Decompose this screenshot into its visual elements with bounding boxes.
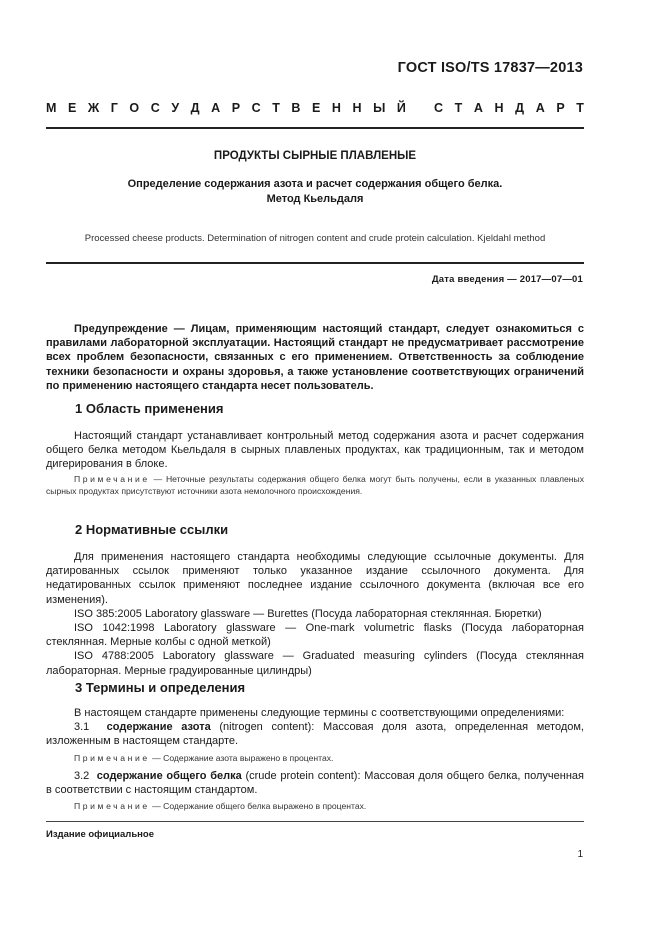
banner-letter: С xyxy=(251,101,261,115)
banner-letter: А xyxy=(473,101,483,115)
banner-letter: Д xyxy=(515,101,525,115)
title-rule xyxy=(46,262,584,264)
term-3-2: 3.2 содержание общего белка (crude protein content): Массовая доля общего белка, полученная в соответствии с настоящим стандартом. xyxy=(46,770,584,797)
note-label: Примечание xyxy=(74,474,150,484)
standard-title: ПРОДУКТЫ СЫРНЫЕ ПЛАВЛЕНЫЕ xyxy=(213,150,417,162)
banner-letter: Й xyxy=(396,101,406,115)
reference-item: ISO 385:2005 Laboratory glassware — Burettes (Посуда лабораторная стеклянная. Бюретки) xyxy=(74,607,542,620)
section-3-text: В настоящем стандарте применены следующие термины с соответствующими определениями: 3.1 содержание азота (nitrogen content): Массовая доля азота, определенная методом, изложенным в настоящем стандарте. xyxy=(46,707,584,748)
page-number: 1 xyxy=(577,849,583,860)
introduction-date: Дата введения — 2017—07—01 xyxy=(431,274,583,285)
banner-letter: Ы xyxy=(373,101,386,115)
banner-letter: Н xyxy=(331,101,341,115)
banner-letter: Н xyxy=(494,101,504,115)
banner-letter: Е xyxy=(312,101,321,115)
english-title: Processed cheese products. Determination of nitrogen content and crude protein calculation. Kjeldahl method xyxy=(84,233,546,244)
section-2-heading: 2 Нормативные ссылки xyxy=(75,522,229,537)
section-1-note xyxy=(46,473,584,497)
interstate-standard-banner xyxy=(46,101,584,115)
banner-letter: Р xyxy=(556,101,565,115)
section-3-heading: 3 Термины и определения xyxy=(75,680,246,695)
banner-letter: Т xyxy=(272,101,280,115)
banner-letter: Ж xyxy=(87,101,100,115)
official-edition-label: Издание официальное xyxy=(46,829,154,840)
banner-letter: С xyxy=(434,101,444,115)
term-3-1: 3.1 содержание азота (nitrogen content): Массовая доля азота, определенная методом, изложенным в настоящем стандарте. xyxy=(46,721,584,748)
document-code: ГОСТ ISO/TS 17837—2013 xyxy=(397,60,583,76)
banner-word-interstate xyxy=(46,101,406,115)
banner-letter: Т xyxy=(576,101,584,115)
banner-letter: Е xyxy=(67,101,77,115)
banner-letter: Р xyxy=(231,101,241,115)
banner-letter: Г xyxy=(110,101,118,115)
banner-letter: Д xyxy=(190,101,200,115)
standard-subtitle-line2: Метод Кьельдаля xyxy=(266,193,364,205)
banner-letter: В xyxy=(291,101,301,115)
banner-letter: Н xyxy=(352,101,362,115)
banner-letter: О xyxy=(129,101,140,115)
standard-subtitle-line1: Определение содержания азота и расчет содержания общего белка. xyxy=(127,178,503,190)
reference-item: ISO 1042:1998 Laboratory glassware — One-mark volumetric flasks (Посуда лабораторная стеклянная. Мерные колбы с одной меткой) xyxy=(46,622,584,649)
term-3-1-note: Примечание — Содержание азота выражено в процентах. xyxy=(74,753,334,763)
banner-letter: А xyxy=(535,101,545,115)
banner-letter: А xyxy=(211,101,221,115)
banner-word-standard xyxy=(434,101,584,115)
footer-rule xyxy=(46,821,584,822)
banner-letter: Т xyxy=(454,101,463,115)
banner-letter: С xyxy=(150,101,160,115)
safety-warning: Предупреждение — Лицам, применяющим настоящий стандарт, следует ознакомиться с правилами лабораторной эксплуатации. Настоящий стандарт не предусматривает рассмотрение всех проблем безопасности, связанных с его применением. Ответственность за соблюдение техники безопасности и охраны здоровья, а также установление соответствующих ограничений по применению настоящего стандарта несет пользователь. xyxy=(46,323,584,392)
note-text: — Неточные результаты содержания общего белка могут быть получены, если в указанных плавленых сырных продуктах присутствуют источники азота немолочного происхождения. xyxy=(46,474,584,496)
section-1-heading: 1 Область применения xyxy=(75,401,224,416)
section-2-text: Для применения настоящего стандарта необходимы следующие ссылочные документы. Для датированных ссылок применяют только указанное издание ссылочного документа. Для недатированных ссылок применяют последнее издание ссылочного документа (включая все его изменения). ISO 385:2005 Laboratory glassware — Burettes (Посуда лабораторная стеклянная. Бюретки) ISO 1042:1998 Laboratory glassware — One-mark volumetric flasks (Посуда лабораторная стеклянная. Мерные колбы с одной меткой) ISO 4788:2005 Laboratory glassware — Graduated measuring cylinders (Посуда стеклянная лабораторная. Мерные градуированные цилиндры) xyxy=(46,551,584,677)
term-3-2-note: Примечание — Содержание общего белка выражено в процентах. xyxy=(74,801,367,811)
banner-letter: У xyxy=(171,101,180,115)
banner-letter: М xyxy=(46,101,57,115)
reference-item: ISO 4788:2005 Laboratory glassware — Graduated measuring cylinders (Посуда стеклянная лабораторная. Мерные градуированные цилиндры) xyxy=(46,650,584,677)
header-rule xyxy=(46,127,584,129)
section-1-text: Настоящий стандарт устанавливает контрольный метод содержания азота и расчет содержания общего белка методом Кьельдаля в сырных плавленых продуктах, как традиционным, так и методом дигерирования в блоке. xyxy=(46,430,584,471)
